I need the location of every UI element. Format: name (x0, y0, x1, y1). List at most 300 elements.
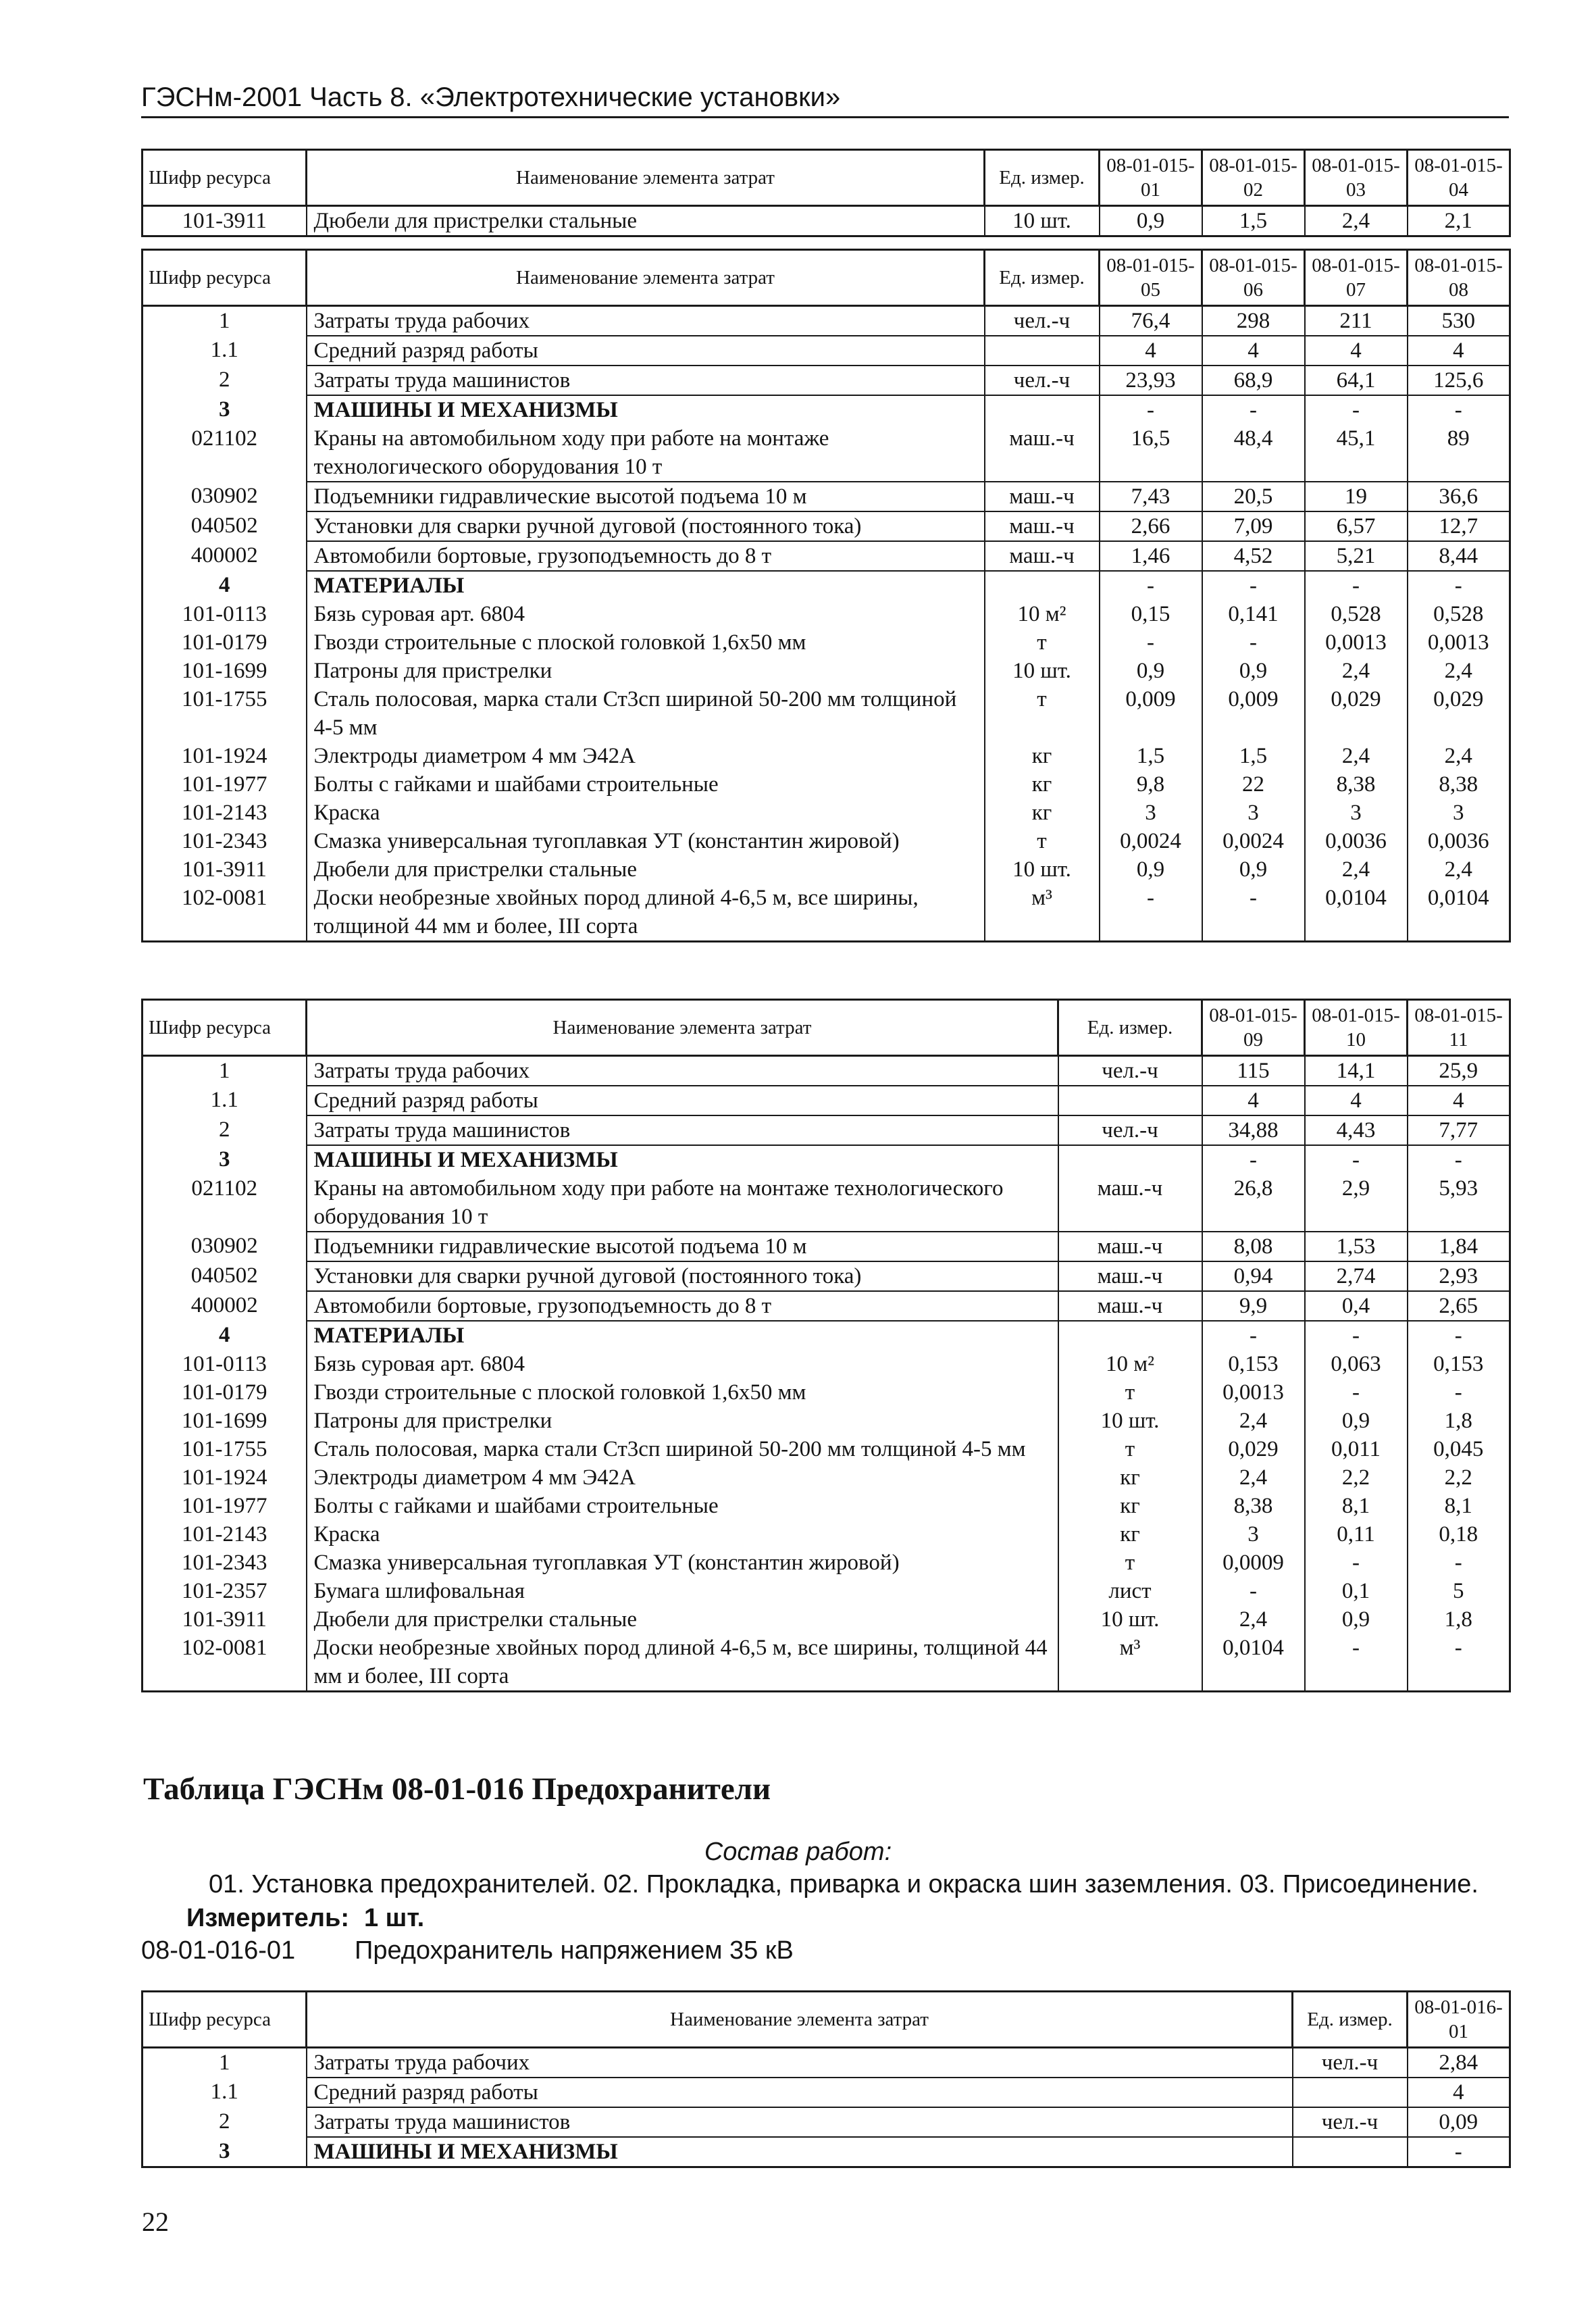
resource-value: 0,15 (1100, 600, 1202, 628)
table-row (143, 628, 1510, 657)
resource-name: Затраты труда рабочих (307, 1056, 1058, 1086)
resource-unit: кг (985, 770, 1100, 799)
resource-value: 89 (1408, 424, 1510, 482)
header-name: Наименование элемента затрат (307, 1992, 1293, 2048)
resource-value: 2,4 (1305, 657, 1408, 685)
resource-name: Патроны для пристрелки (307, 1407, 1058, 1435)
resource-value: - (1202, 884, 1305, 942)
resource-code: 1 (143, 2048, 307, 2078)
resource-value: - (1202, 395, 1305, 424)
resource-value: 12,7 (1408, 511, 1510, 541)
resource-code: 021102 (143, 1174, 307, 1232)
resource-table-1 (141, 149, 1511, 237)
table-row (143, 1549, 1510, 1577)
resource-value: 1,84 (1408, 1232, 1510, 1261)
resource-value: 4 (1202, 336, 1305, 366)
table-row (143, 366, 1510, 395)
resource-code: 102-0081 (143, 1634, 307, 1692)
resource-value: 0,0024 (1100, 827, 1202, 855)
resource-value: 0,9 (1100, 206, 1202, 236)
resource-name: Электроды диаметром 4 мм Э42А (307, 742, 985, 770)
resource-value: 0,09 (1408, 2107, 1510, 2137)
resource-code: 101-1977 (143, 1492, 307, 1520)
resource-value: 0,009 (1202, 685, 1305, 742)
header-code: Шифр ресурса (143, 150, 307, 206)
resource-code: 2 (143, 2107, 307, 2137)
resource-value: 2,74 (1305, 1261, 1408, 1291)
resource-unit: 10 шт. (985, 657, 1100, 685)
resource-value: 0,94 (1202, 1261, 1305, 1291)
resource-value: 0,1 (1305, 1577, 1408, 1605)
resource-unit: маш.-ч (985, 424, 1100, 482)
header-norm-code: 08-01-015-09 (1202, 1000, 1305, 1056)
table-row (143, 1086, 1510, 1115)
resource-value: 5,21 (1305, 541, 1408, 571)
resource-name: Средний разряд работы (307, 1086, 1058, 1115)
resource-value: - (1305, 1321, 1408, 1350)
header-code: Шифр ресурса (143, 1992, 307, 2048)
resource-value: 0,9 (1202, 855, 1305, 884)
resource-unit (1293, 2137, 1408, 2167)
table-row (143, 742, 1510, 770)
resource-unit: 10 шт. (1058, 1407, 1202, 1435)
table-row (143, 1605, 1510, 1634)
resource-value: 2,4 (1305, 206, 1408, 236)
resource-value: 48,4 (1202, 424, 1305, 482)
resource-unit: т (1058, 1378, 1202, 1407)
resource-code: 400002 (143, 541, 307, 571)
resource-value: 0,18 (1408, 1520, 1510, 1549)
table-row (143, 306, 1510, 336)
resource-name: Бязь суровая арт. 6804 (307, 1350, 1058, 1378)
resource-unit: кг (1058, 1463, 1202, 1492)
resource-value: 3 (1202, 1520, 1305, 1549)
resource-value: 1,5 (1202, 742, 1305, 770)
resource-code: 101-2343 (143, 827, 307, 855)
resource-value: 4,52 (1202, 541, 1305, 571)
resource-name: МАШИНЫ И МЕХАНИЗМЫ (307, 395, 985, 424)
resource-unit: чел.-ч (1293, 2048, 1408, 2078)
resource-value: 3 (1100, 799, 1202, 827)
resource-value: - (1408, 395, 1510, 424)
resource-code: 3 (143, 1145, 307, 1174)
resource-value: 8,38 (1408, 770, 1510, 799)
table-row (143, 855, 1510, 884)
table-row (143, 482, 1510, 511)
table-row (143, 2048, 1510, 2078)
resource-unit: маш.-ч (1058, 1291, 1202, 1321)
resource-value: 7,09 (1202, 511, 1305, 541)
resource-name: Сталь полосовая, марка стали Ст3сп шириной 50-200 мм толщиной 4-5 мм (307, 685, 985, 742)
table-row (143, 2107, 1510, 2137)
resource-unit: 10 шт. (985, 855, 1100, 884)
resource-name: Патроны для пристрелки (307, 657, 985, 685)
resource-unit: 10 м² (985, 600, 1100, 628)
resource-value: 4 (1202, 1086, 1305, 1115)
resource-name: Гвозди строительные с плоской головкой 1,6х50 мм (307, 628, 985, 657)
resource-name: Дюбели для пристрелки стальные (307, 206, 985, 236)
resource-name: Установки для сварки ручной дуговой (постоянного тока) (307, 1261, 1058, 1291)
resource-unit: кг (1058, 1520, 1202, 1549)
resource-name: Дюбели для пристрелки стальные (307, 1605, 1058, 1634)
resource-value: 14,1 (1305, 1056, 1408, 1086)
resource-value: 0,9 (1305, 1407, 1408, 1435)
resource-code: 101-2343 (143, 1549, 307, 1577)
header-code: Шифр ресурса (143, 1000, 307, 1056)
table-row (143, 1350, 1510, 1378)
header-row (143, 1000, 1510, 1056)
resource-value: 2,93 (1408, 1261, 1510, 1291)
resource-code: 2 (143, 366, 307, 395)
resource-unit: чел.-ч (985, 306, 1100, 336)
resource-value: 2,4 (1305, 742, 1408, 770)
resource-code: 3 (143, 2137, 307, 2167)
resource-value: - (1100, 395, 1202, 424)
resource-value: 8,1 (1305, 1492, 1408, 1520)
resource-unit (985, 571, 1100, 600)
resource-unit: т (1058, 1549, 1202, 1577)
resource-value: 8,38 (1202, 1492, 1305, 1520)
resource-value: - (1408, 1145, 1510, 1174)
resource-code: 101-3911 (143, 855, 307, 884)
header-norm-code: 08-01-015-06 (1202, 250, 1305, 306)
composition-text: 01. Установка предохранителей. 02. Прокладка, приварка и окраска шин заземления. 03. Присоединение. (209, 1870, 1478, 1898)
resource-unit: маш.-ч (985, 541, 1100, 571)
resource-value: 4 (1305, 1086, 1408, 1115)
header-row (143, 150, 1510, 206)
resource-value: - (1100, 628, 1202, 657)
header-name: Наименование элемента затрат (307, 250, 985, 306)
resource-value: 4 (1408, 2078, 1510, 2107)
resource-value: 4,43 (1305, 1115, 1408, 1145)
resource-code: 1.1 (143, 336, 307, 366)
table-row (143, 770, 1510, 799)
resource-value: 36,6 (1408, 482, 1510, 511)
resource-value: 0,029 (1202, 1435, 1305, 1463)
header-unit: Ед. измер. (985, 250, 1100, 306)
resource-value: 9,8 (1100, 770, 1202, 799)
resource-value: - (1305, 1378, 1408, 1407)
resource-value: 2,9 (1305, 1174, 1408, 1232)
header-name: Наименование элемента затрат (307, 150, 985, 206)
resource-name: Смазка универсальная тугоплавкая УТ (константин жировой) (307, 1549, 1058, 1577)
resource-value: - (1408, 1378, 1510, 1407)
resource-value: 2,4 (1202, 1605, 1305, 1634)
resource-code: 101-1924 (143, 742, 307, 770)
header-norm-code: 08-01-015-02 (1202, 150, 1305, 206)
resource-value: 22 (1202, 770, 1305, 799)
resource-value: 0,0036 (1305, 827, 1408, 855)
resource-name: Автомобили бортовые, грузоподъемность до 8 т (307, 541, 985, 571)
resource-value: - (1408, 1549, 1510, 1577)
resource-value: 0,009 (1100, 685, 1202, 742)
resource-value: 4 (1408, 1086, 1510, 1115)
resource-value: 0,153 (1408, 1350, 1510, 1378)
table-row (143, 884, 1510, 942)
header-norm-code: 08-01-015-10 (1305, 1000, 1408, 1056)
resource-value: 2,1 (1408, 206, 1510, 236)
resource-value: 0,029 (1305, 685, 1408, 742)
resource-name: Сталь полосовая, марка стали Ст3сп шириной 50-200 мм толщиной 4-5 мм (307, 1435, 1058, 1463)
header-code: Шифр ресурса (143, 250, 307, 306)
resource-value: - (1202, 1145, 1305, 1174)
resource-name: Подъемники гидравлические высотой подъема 10 м (307, 482, 985, 511)
resource-value: 8,44 (1408, 541, 1510, 571)
resource-value: 7,77 (1408, 1115, 1510, 1145)
page-header (141, 82, 1509, 118)
resource-name: Затраты труда машинистов (307, 2107, 1293, 2137)
resource-unit: маш.-ч (985, 482, 1100, 511)
resource-value: - (1305, 1549, 1408, 1577)
resource-value: 0,0036 (1408, 827, 1510, 855)
composition-heading: Состав работ: (704, 1838, 892, 1866)
resource-value: 1,46 (1100, 541, 1202, 571)
resource-value: 125,6 (1408, 366, 1510, 395)
resource-name: Дюбели для пристрелки стальные (307, 855, 985, 884)
resource-value: 2,4 (1202, 1463, 1305, 1492)
resource-name: Затраты труда рабочих (307, 306, 985, 336)
page-header-title: ГЭСНм-2001 Часть 8. «Электротехнические установки» (141, 82, 841, 112)
table-row (143, 1520, 1510, 1549)
resource-unit: кг (985, 799, 1100, 827)
resource-value: - (1305, 1634, 1408, 1692)
table-row (143, 1634, 1510, 1692)
resource-value: 25,9 (1408, 1056, 1510, 1086)
resource-code: 101-2357 (143, 1577, 307, 1605)
resource-value: 16,5 (1100, 424, 1202, 482)
resource-value: - (1408, 1634, 1510, 1692)
resource-value: 2,65 (1408, 1291, 1510, 1321)
resource-value: 9,9 (1202, 1291, 1305, 1321)
header-norm-code: 08-01-015-11 (1408, 1000, 1510, 1056)
table-row (143, 206, 1510, 236)
table-row (143, 424, 1510, 482)
resource-name: Доски необрезные хвойных пород длиной 4-6,5 м, все ширины, толщиной 44 мм и более, III сорта (307, 1634, 1058, 1692)
resource-code: 101-1699 (143, 1407, 307, 1435)
resource-value: 0,0009 (1202, 1549, 1305, 1577)
header-norm-code: 08-01-016-01 (1408, 1992, 1510, 2048)
resource-value: 0,141 (1202, 600, 1305, 628)
resource-value: 0,029 (1408, 685, 1510, 742)
resource-code: 101-1977 (143, 770, 307, 799)
resource-table-2 (141, 249, 1511, 942)
resource-name: Болты с гайками и шайбами строительные (307, 770, 985, 799)
header-row (143, 250, 1510, 306)
table-row (143, 1407, 1510, 1435)
resource-unit: маш.-ч (1058, 1232, 1202, 1261)
resource-unit: маш.-ч (1058, 1174, 1202, 1232)
resource-unit: чел.-ч (1058, 1115, 1202, 1145)
resource-value: 26,8 (1202, 1174, 1305, 1232)
table-row (143, 827, 1510, 855)
resource-value: 2,2 (1305, 1463, 1408, 1492)
header-unit: Ед. измер. (1293, 1992, 1408, 2048)
resource-unit (1058, 1086, 1202, 1115)
table-row (143, 1492, 1510, 1520)
resource-name: Краны на автомобильном ходу при работе на монтаже технологического оборудования 10 т (307, 424, 985, 482)
table-row (143, 1463, 1510, 1492)
resource-value: 4 (1305, 336, 1408, 366)
table-row (143, 511, 1510, 541)
resource-value: 1,5 (1100, 742, 1202, 770)
header-norm-code: 08-01-015-01 (1100, 150, 1202, 206)
resource-value: 8,08 (1202, 1232, 1305, 1261)
resource-value: - (1408, 2137, 1510, 2167)
resource-value: - (1202, 1577, 1305, 1605)
resource-name: Краны на автомобильном ходу при работе на монтаже технологического оборудования 10 т (307, 1174, 1058, 1232)
resource-value: 1,5 (1202, 206, 1305, 236)
resource-code: 1 (143, 1056, 307, 1086)
page-number: 22 (142, 2207, 169, 2237)
resource-value: 3 (1305, 799, 1408, 827)
resource-value: 2,4 (1202, 1407, 1305, 1435)
resource-value: 8,1 (1408, 1492, 1510, 1520)
resource-value: 1,8 (1408, 1407, 1510, 1435)
resource-code: 102-0081 (143, 884, 307, 942)
resource-value: - (1100, 884, 1202, 942)
resource-code: 4 (143, 571, 307, 600)
resource-code: 101-0179 (143, 628, 307, 657)
meter (186, 1904, 439, 1933)
resource-name: Доски необрезные хвойных пород длиной 4-6,5 м, все ширины, толщиной 44 мм и более, III сорта (307, 884, 985, 942)
resource-value: - (1100, 571, 1202, 600)
resource-name: Установки для сварки ручной дуговой (постоянного тока) (307, 511, 985, 541)
resource-value: 2,4 (1408, 657, 1510, 685)
resource-table-4 (141, 1990, 1511, 2168)
resource-code: 101-3911 (143, 1605, 307, 1634)
resource-code: 101-2143 (143, 799, 307, 827)
resource-value: 0,0013 (1408, 628, 1510, 657)
resource-value: 7,43 (1100, 482, 1202, 511)
resource-value: 1,53 (1305, 1232, 1408, 1261)
resource-value: 0,4 (1305, 1291, 1408, 1321)
resource-name: Краска (307, 799, 985, 827)
resource-value: 298 (1202, 306, 1305, 336)
resource-unit: м³ (985, 884, 1100, 942)
header-norm-code: 08-01-015-04 (1408, 150, 1510, 206)
resource-code: 400002 (143, 1291, 307, 1321)
resource-unit: 10 шт. (985, 206, 1100, 236)
resource-code: 021102 (143, 424, 307, 482)
resource-value: 0,9 (1305, 1605, 1408, 1634)
resource-value: 115 (1202, 1056, 1305, 1086)
header-norm-code: 08-01-015-07 (1305, 250, 1408, 306)
resource-value: 0,9 (1100, 855, 1202, 884)
resource-value: 5 (1408, 1577, 1510, 1605)
resource-code: 4 (143, 1321, 307, 1350)
resource-value: 2,4 (1408, 855, 1510, 884)
norm-line (141, 1936, 794, 1965)
resource-unit: чел.-ч (1058, 1056, 1202, 1086)
resource-name: Затраты труда машинистов (307, 366, 985, 395)
resource-code: 101-1924 (143, 1463, 307, 1492)
resource-code: 101-2143 (143, 1520, 307, 1549)
section-title: Таблица ГЭСНм 08-01-016 Предохранители (143, 1771, 771, 1807)
resource-code: 101-0113 (143, 1350, 307, 1378)
meter-value: 1 шт. (363, 1904, 425, 1932)
resource-name: Автомобили бортовые, грузоподъемность до 8 т (307, 1291, 1058, 1321)
resource-value: 20,5 (1202, 482, 1305, 511)
resource-table-3 (141, 999, 1511, 1692)
resource-code: 1.1 (143, 2078, 307, 2107)
resource-value: 0,9 (1100, 657, 1202, 685)
table-row (143, 1378, 1510, 1407)
table-row (143, 1577, 1510, 1605)
header-norm-code: 08-01-015-08 (1408, 250, 1510, 306)
resource-value: 2,4 (1305, 855, 1408, 884)
meter-label: Измеритель: (186, 1904, 349, 1932)
resource-value: 34,88 (1202, 1115, 1305, 1145)
resource-code: 2 (143, 1115, 307, 1145)
resource-value: - (1305, 395, 1408, 424)
resource-value: - (1408, 571, 1510, 600)
table-row (143, 2078, 1510, 2107)
resource-value: - (1202, 628, 1305, 657)
resource-name: Электроды диаметром 4 мм Э42А (307, 1463, 1058, 1492)
resource-value: - (1202, 1321, 1305, 1350)
table-row (143, 1291, 1510, 1321)
resource-value: 530 (1408, 306, 1510, 336)
table-row (143, 799, 1510, 827)
resource-value: 0,11 (1305, 1520, 1408, 1549)
resource-code: 101-3911 (143, 206, 307, 236)
resource-value: 2,66 (1100, 511, 1202, 541)
resource-code: 1 (143, 306, 307, 336)
resource-unit (1058, 1145, 1202, 1174)
resource-value: 5,93 (1408, 1174, 1510, 1232)
resource-value: 3 (1202, 799, 1305, 827)
table-row (143, 1232, 1510, 1261)
resource-name: Подъемники гидравлические высотой подъема 10 м (307, 1232, 1058, 1261)
resource-value: 0,063 (1305, 1350, 1408, 1378)
resource-value: 0,045 (1408, 1435, 1510, 1463)
resource-unit: т (1058, 1435, 1202, 1463)
resource-name: МАШИНЫ И МЕХАНИЗМЫ (307, 1145, 1058, 1174)
resource-unit: маш.-ч (1058, 1261, 1202, 1291)
resource-code: 030902 (143, 482, 307, 511)
resource-value: 0,528 (1408, 600, 1510, 628)
resource-name: Средний разряд работы (307, 336, 985, 366)
resource-unit (985, 336, 1100, 366)
resource-value: 8,38 (1305, 770, 1408, 799)
resource-name: МАШИНЫ И МЕХАНИЗМЫ (307, 2137, 1293, 2167)
resource-value: - (1408, 1321, 1510, 1350)
resource-code: 101-1755 (143, 1435, 307, 1463)
table-row (143, 685, 1510, 742)
resource-value: 0,0104 (1305, 884, 1408, 942)
resource-unit: маш.-ч (985, 511, 1100, 541)
resource-value: 6,57 (1305, 511, 1408, 541)
resource-code: 101-0179 (143, 1378, 307, 1407)
header-row (143, 1992, 1510, 2048)
resource-value: 0,0013 (1202, 1378, 1305, 1407)
resource-value: 4 (1408, 336, 1510, 366)
resource-value: 76,4 (1100, 306, 1202, 336)
resource-code: 040502 (143, 511, 307, 541)
table-row (143, 336, 1510, 366)
table-row (143, 1174, 1510, 1232)
resource-value: 0,0104 (1202, 1634, 1305, 1692)
resource-value: 23,93 (1100, 366, 1202, 395)
table-row (143, 1145, 1510, 1174)
resource-unit: 10 шт. (1058, 1605, 1202, 1634)
resource-unit: чел.-ч (1293, 2107, 1408, 2137)
resource-name: Болты с гайками и шайбами строительные (307, 1492, 1058, 1520)
resource-name: Бязь суровая арт. 6804 (307, 600, 985, 628)
resource-code: 3 (143, 395, 307, 424)
resource-unit: т (985, 685, 1100, 742)
resource-unit: кг (985, 742, 1100, 770)
